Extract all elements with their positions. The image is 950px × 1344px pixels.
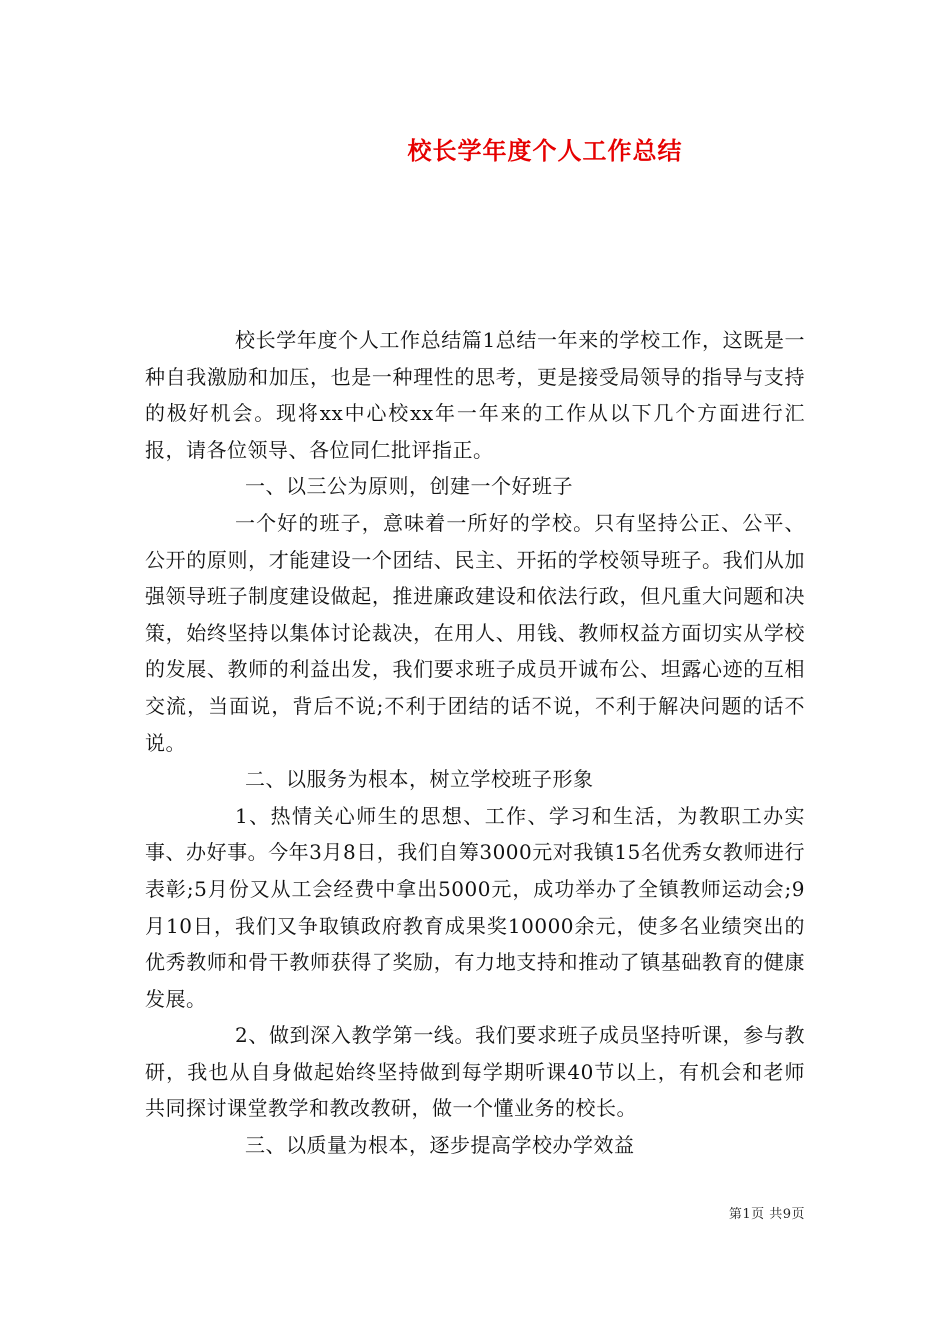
section-heading-3: 三、以质量为根本，逐步提高学校办学效益 <box>245 1133 635 1158</box>
section-heading-1: 一、以三公为原则，创建一个好班子 <box>245 474 573 499</box>
page-number-footer: 第1页 共9页 <box>728 1207 805 1222</box>
document-title: 校长学年度个人工作总结 <box>407 136 683 165</box>
paragraph-service-1: 1、热情关心师生的思想、工作、学习和生活，为教职工办实事、办好事。今年3月8日，我们自筹3000元对我镇15名优秀女教师进行表彰;5月份又从工会经费中拿出5000元，成功举办了全镇教师运动会;9月10日，我们又争取镇政府教育成果奖10000余元，使多名业绩突出的优秀教师和骨干教师获得了奖励，有力地支持和推动了镇基础教育的健康发展。 <box>145 803 805 1011</box>
document-body <box>145 322 805 1164</box>
paragraph-leadership: 一个好的班子，意味着一所好的学校。只有坚持公正、公平、公开的原则，才能建设一个团结、民主、开拓的学校领导班子。我们从加强领导班子制度建设做起，推进廉政建设和依法行政，但凡重大问题和决策，始终坚持以集体讨论裁决，在用人、用钱、教师权益方面切实从学校的发展、教师的利益出发，我们要求班子成员开诚布公、坦露心迹的互相交流，当面说，背后不说;不利于团结的话不说，不利于解决问题的话不说。 <box>145 510 805 755</box>
section-heading-2: 二、以服务为根本，树立学校班子形象 <box>245 767 594 792</box>
paragraph-service-2: 2、做到深入教学第一线。我们要求班子成员坚持听课，参与教研，我也从自身做起始终坚持做到每学期听课40节以上，有机会和老师共同探讨课堂教学和教改教研，做一个懂业务的校长。 <box>145 1023 805 1121</box>
paragraph-intro: 校长学年度个人工作总结篇1总结一年来的学校工作，这既是一种自我激励和加压，也是一种理性的思考，更是接受局领导的指导与支持的极好机会。现将xx中心校xx年一年来的工作从以下几个方面进行汇报，请各位领导、各位同仁批评指正。 <box>145 328 805 462</box>
